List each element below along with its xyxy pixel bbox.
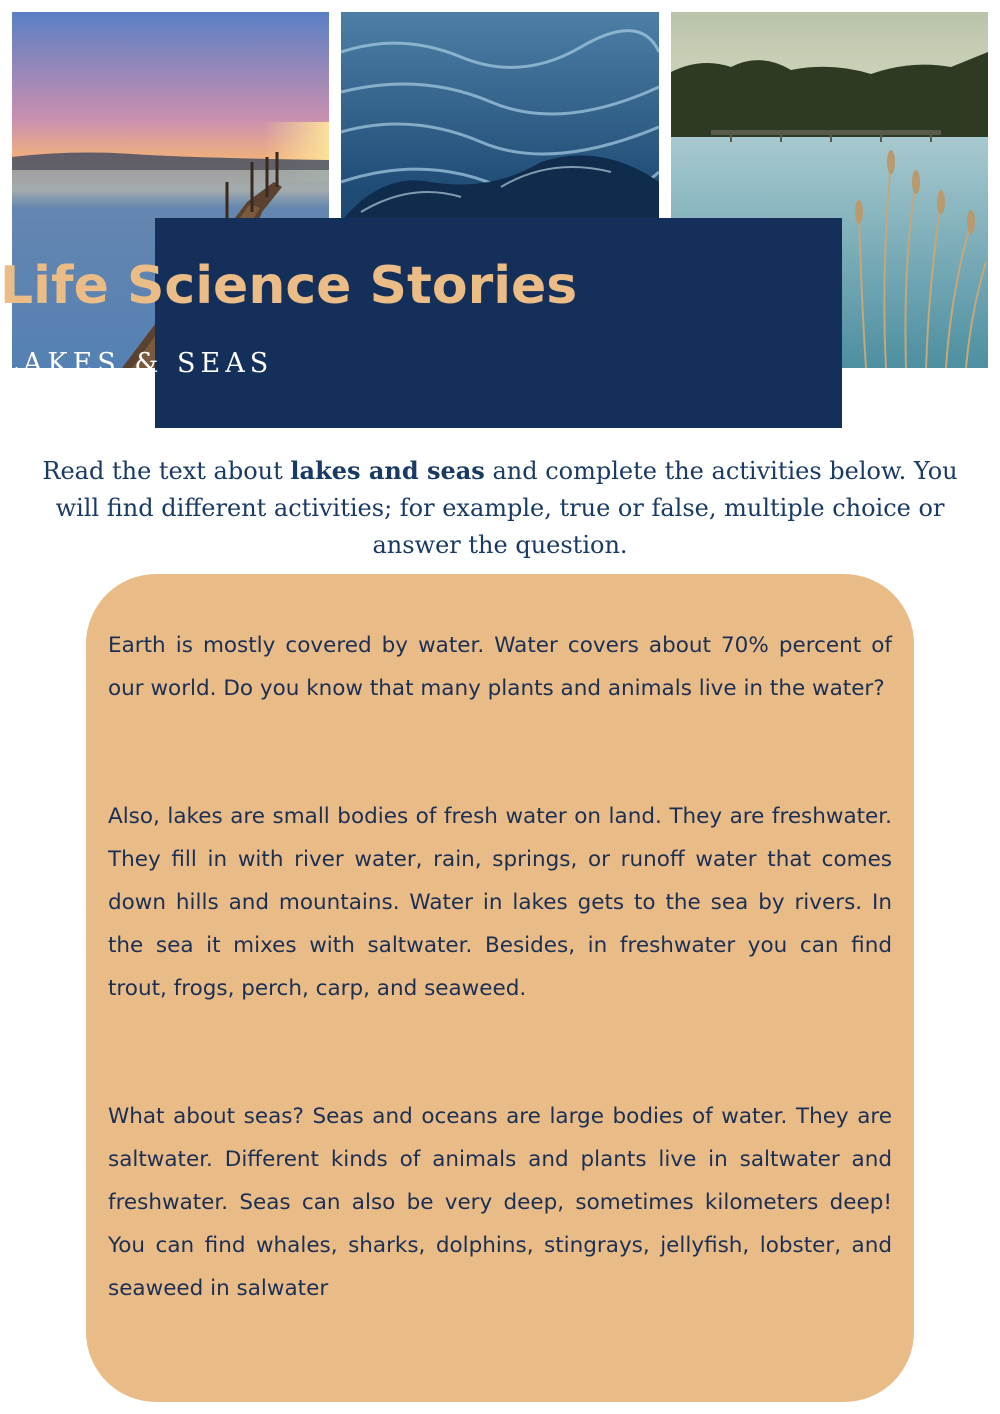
page-title: Life Science Stories xyxy=(0,256,578,316)
instructions-text xyxy=(40,452,960,564)
instructions-before: Read the text about xyxy=(42,457,291,485)
instructions-after: and complete the activities below. You will find different activities; for example, true or false, multiple choice or answer the question. xyxy=(55,457,958,559)
story-paragraph-3: What about seas? Seas and oceans are large bodies of water. They are saltwater. Different kinds of animals and plants live in saltwater and freshwater. Seas can also be very deep, sometimes kilometers deep! You can find whales, sharks, dolphins, stingrays, jellyfish, lobster, and seaweed in salwater xyxy=(108,1104,892,1301)
title-banner xyxy=(155,218,842,428)
story-paragraph-1: Earth is mostly covered by water. Water covers about 70% percent of our world. Do you know that many plants and animals live in the water? xyxy=(108,633,892,701)
story-paragraph-2: Also, lakes are small bodies of fresh water on land. They are freshwater. They fill in with river water, rain, springs, or runoff water that comes down hills and mountains. Water in lakes gets to the sea by rivers. In the sea it mixes with saltwater. Besides, in freshwater you can find trout, frogs, perch, carp, and seaweed. xyxy=(108,804,892,1001)
instructions-bold: lakes and seas xyxy=(290,456,485,485)
story-box xyxy=(86,574,914,1402)
page-subtitle: LAKES & SEAS xyxy=(0,348,274,379)
